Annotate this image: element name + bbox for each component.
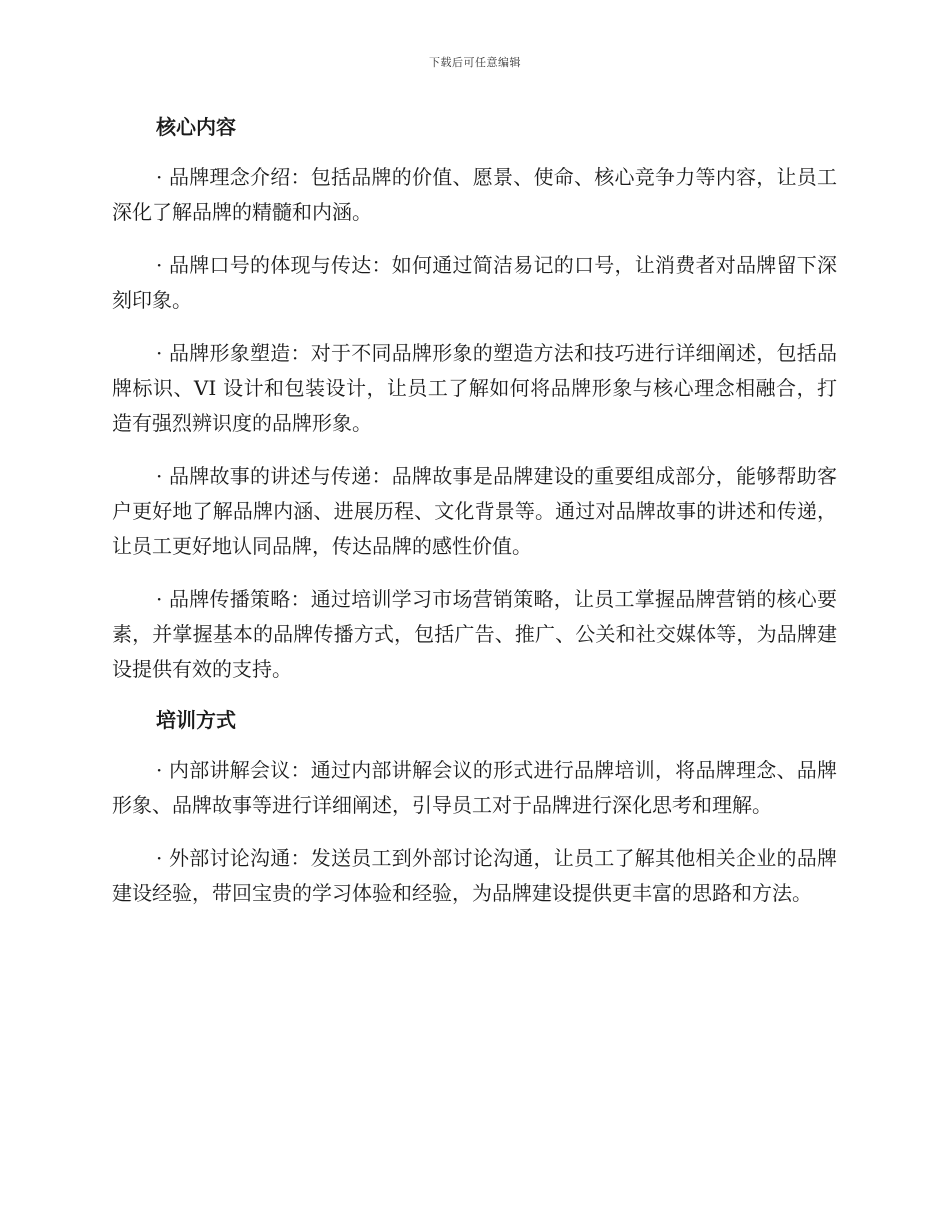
- paragraph: · 外部讨论沟通：发送员工到外部讨论沟通，让员工了解其他相关企业的品牌建设经验，带回宝贵的学习体验和经验，为品牌建设提供更丰富的思路和方法。: [112, 846, 837, 905]
- section-heading-core-content: 核心内容: [156, 115, 236, 139]
- section-heading-training-methods: 培训方式: [156, 708, 236, 732]
- document-body: [112, 110, 837, 911]
- paragraph: · 品牌故事的讲述与传递：品牌故事是品牌建设的重要组成部分，能够帮助客户更好地了解品牌内涵、进展历程、文化背景等。通过对品牌故事的讲述和传递，让员工更好地认同品牌，传达品牌的感性价值。: [112, 464, 837, 558]
- paragraph: · 品牌形象塑造：对于不同品牌形象的塑造方法和技巧进行详细阐述，包括品牌标识、VI 设计和包装设计，让员工了解如何将品牌形象与核心理念相融合，打造有强烈辨识度的品牌形象。: [112, 341, 837, 435]
- paragraph: · 内部讲解会议：通过内部讲解会议的形式进行品牌培训，将品牌理念、品牌形象、品牌故事等进行详细阐述，引导员工对于品牌进行深化思考和理解。: [112, 758, 837, 817]
- header-note: 下载后可任意编辑: [429, 56, 521, 69]
- paragraph: · 品牌口号的体现与传达：如何通过简洁易记的口号，让消费者对品牌留下深刻印象。: [112, 253, 837, 312]
- paragraph: · 品牌传播策略：通过培训学习市场营销策略，让员工掌握品牌营销的核心要素，并掌握基本的品牌传播方式，包括广告、推广、公关和社交媒体等，为品牌建设提供有效的支持。: [112, 587, 837, 681]
- paragraph: · 品牌理念介绍：包括品牌的价值、愿景、使命、核心竞争力等内容，让员工深化了解品牌的精髓和内涵。: [112, 165, 837, 224]
